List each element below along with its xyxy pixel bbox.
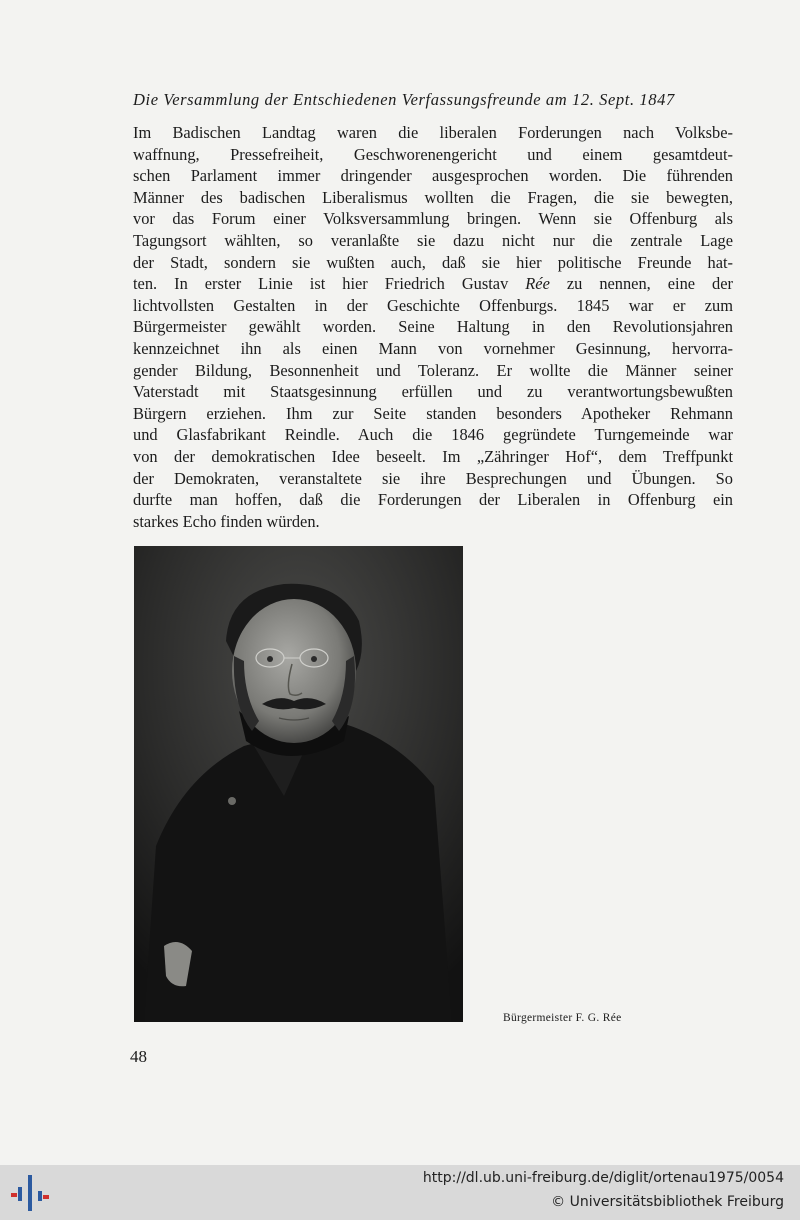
running-head: Die Versammlung der Entschiedenen Verfassungsfreunde am 12. Sept. 1847 — [133, 90, 675, 109]
page-number: 48 — [130, 1047, 147, 1066]
text-line: schen Parlament immer dringender ausgesprochen worden. Die führenden — [133, 166, 733, 186]
text-line: lichtvollsten Gestalten in der Geschichte Offenburgs. 1845 war er zum — [133, 295, 733, 315]
text-line: der Stadt, sondern sie wußten auch, daß sie hier politische Freunde hat- — [133, 252, 733, 272]
copyright-notice: © Universitätsbibliothek Freiburg — [551, 1194, 784, 1210]
text-line: der Demokraten, veranstaltete sie ihre Besprechungen und Übungen. So — [133, 468, 733, 488]
text-line: Tagungsort wählten, so veranlaßte sie dazu nicht nur die zentrale Lage — [133, 230, 733, 250]
source-url-link[interactable]: http://dl.ub.uni-freiburg.de/diglit/ortenau1975/0054 — [422, 1170, 784, 1186]
library-logo-icon — [10, 1173, 50, 1213]
text-line: gender Bildung, Besonnenheit und Toleranz. Er wollte die Männer seiner — [133, 360, 733, 380]
body-paragraph — [133, 122, 733, 532]
text-line: waffnung, Pressefreiheit, Geschworenengericht und einem gesamtdeut- — [133, 144, 733, 164]
text-line: Bürgern erziehen. Ihm zur Seite standen besonders Apotheker Rehmann — [133, 403, 733, 423]
text-line: ten. In erster Linie ist hier Friedrich Gustav Rée zu nennen, eine der — [133, 274, 733, 294]
emphasized-name: Rée — [525, 274, 550, 294]
text-line: Männer des badischen Liberalismus wollten die Fragen, die sie bewegten, — [133, 187, 733, 207]
text-line: Vaterstadt mit Staatsgesinnung erfüllen und zu verantwortungsbewußten — [133, 382, 733, 402]
text-line: Bürgermeister gewählt worden. Seine Haltung in den Revolutionsjahren — [133, 317, 733, 337]
portrait-image — [134, 546, 463, 1022]
footer-bar — [0, 1165, 800, 1220]
text-line: starkes Echo finden würden. — [133, 511, 320, 531]
text-line: Im Badischen Landtag waren die liberalen Forderungen nach Volksbe- — [133, 123, 733, 142]
image-caption: Bürgermeister F. G. Rée — [503, 1012, 622, 1024]
text-line: durfte man hoffen, daß die Forderungen der Liberalen in Offenburg ein — [133, 490, 733, 510]
text-line: und Glasfabrikant Reindle. Auch die 1846 gegründete Turngemeinde war — [133, 425, 733, 445]
text-line: kennzeichnet ihn als einen Mann von vornehmer Gesinnung, hervorra- — [133, 338, 733, 358]
text-line: von der demokratischen Idee beseelt. Im „Zähringer Hof“, dem Treffpunkt — [133, 446, 733, 466]
text-line: vor das Forum einer Volksversammlung bringen. Wenn sie Offenburg als — [133, 209, 733, 229]
